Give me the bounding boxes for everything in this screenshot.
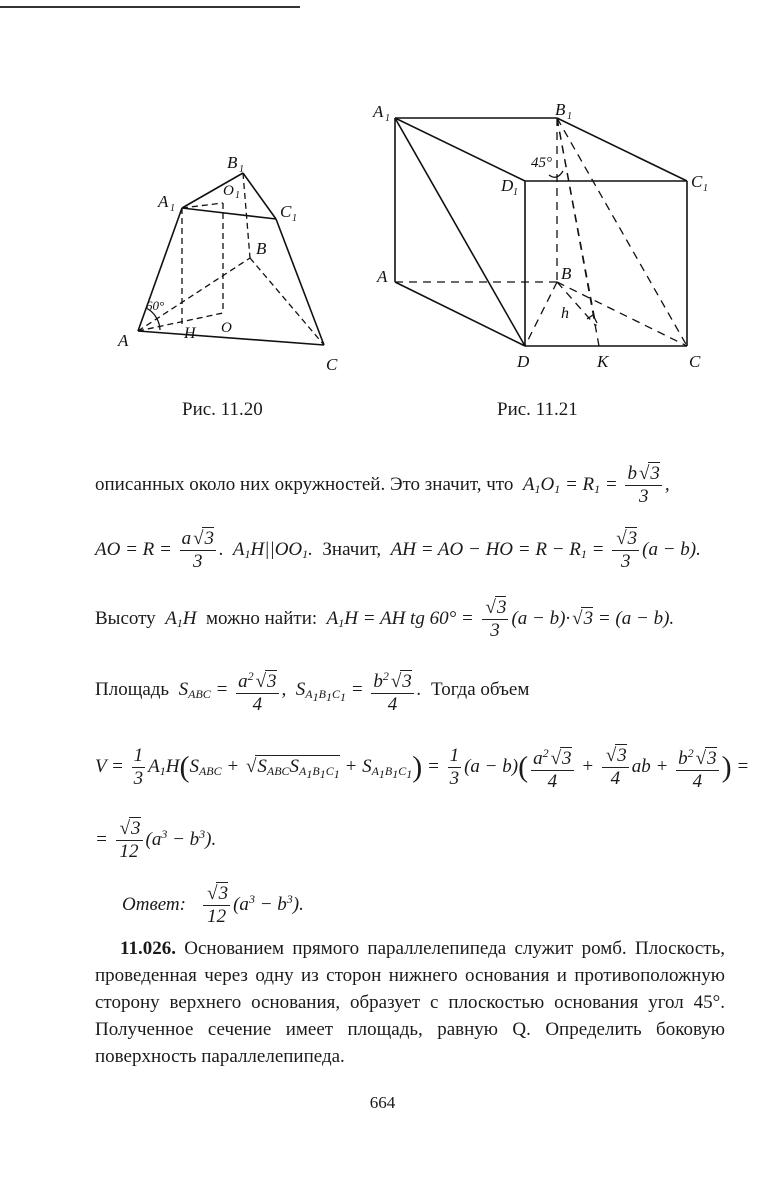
label-K: K	[597, 352, 609, 371]
angle-45: 45°	[531, 155, 552, 171]
label-h: h	[561, 305, 569, 322]
label-D1-sub: 1	[513, 187, 518, 198]
label-C1-sub: 1	[292, 213, 297, 224]
line2-text: Значит,	[322, 538, 382, 560]
formula-ao: AO = R = $\frac{a√ 3}{3}$ . $A_1H||OO_1$.	[95, 539, 318, 560]
label-A1-sub: 1	[170, 203, 175, 214]
label-A1: A	[158, 192, 169, 211]
line3-text-b: можно найти:	[206, 607, 318, 629]
solution-line-5	[95, 742, 749, 793]
formula-areas: $S_{ABC}$ = $\frac{a^2√ 3}{4}$ , $S_{A_1B_1C_1}$ = $\frac{b^2√ 3}{4}$ .	[174, 679, 426, 700]
formula-a1h: $A_1H$ = AH tg 60° = √ $\frac{3}{3}$ (a − b)·√ 3 = (a − b).	[322, 608, 674, 629]
label-C: C	[689, 352, 701, 371]
label-B1: B	[555, 100, 566, 119]
caption-fig-11-20: Рис. 11.20	[182, 399, 263, 420]
solution-line-2	[95, 528, 701, 573]
line1-text: описанных около них окружностей. Это значит, что	[95, 473, 514, 495]
label-C1: C	[280, 202, 292, 221]
label-B1-sub: 1	[239, 164, 244, 175]
answer-line	[122, 883, 304, 928]
label-A: A	[118, 331, 129, 350]
answer-label: Ответ:	[122, 893, 186, 915]
label-B1: B	[227, 153, 238, 172]
page-number: 664	[369, 1093, 396, 1112]
label-C1: C	[691, 172, 703, 191]
label-D: D	[517, 352, 530, 371]
label-B1-sub: 1	[567, 111, 572, 122]
solution-line-4	[95, 665, 529, 716]
caption-fig-11-21: Рис. 11.21	[497, 399, 578, 420]
solution-line-6	[95, 818, 216, 863]
label-O1: O	[223, 183, 234, 199]
label-C1-sub: 1	[703, 183, 708, 194]
figure-11-20	[110, 150, 350, 385]
label-B: B	[256, 239, 267, 258]
label-C: C	[326, 355, 338, 374]
line4-text-a: Площадь	[95, 678, 170, 700]
problem-number: 11.026.	[120, 938, 176, 959]
problem-text: Основанием прямого параллелепипеда служит ромб. Плоскость, проведенная через одну из сторон нижнего основания и противоположную сторону верхнего основания, образует с плоскостью основания угол 45°. Полученное сечение имеет площадь, равную Q. Определить боковую поверхность параллелепипеда.	[95, 938, 725, 1067]
label-O1-sub: 1	[235, 190, 240, 201]
formula-result: = √ $\frac{3}{12}$ $(a^3 - b^3)$.	[95, 829, 216, 850]
answer-formula: √ $\frac{3}{12}$ $(a^3 - b^3)$.	[191, 894, 304, 915]
figure-11-21	[365, 95, 725, 385]
label-H: H	[184, 325, 196, 342]
problem-11-026	[95, 935, 725, 1070]
label-D1: D	[501, 176, 514, 195]
label-A1: A	[373, 102, 384, 121]
line3-text-a: Высоту	[95, 607, 156, 629]
line4-text-b: Тогда объем	[431, 678, 530, 700]
solution-line-3: Высоту $A_1H$ можно найти: $A_1H$ = AH tg 60° = √ $\frac{3}{3}$ (a − b)·√ 3 = (a − b).	[95, 597, 674, 642]
label-A: A	[377, 267, 388, 286]
solution-line-1	[95, 463, 670, 508]
formula-a1o1: $A_1O_1 = R_1$ = $\frac{b√ 3}{3}$ ,	[518, 474, 670, 495]
formula-volume: V = $\frac{1}{3}$ $A_1H(S_{ABC}$ + √ $S_{ABC}S_{A_1B_1C_1} + S_{A_1B_1C_1}$) = $\frac{1}{3}$ (a − b)( $\frac{a^2√ 3}{4}$ + √ $\frac{3}{4}$ ab + $\frac{b^2√ 3}{4}$ ) =	[95, 756, 749, 777]
formula-ah: AH = AO − HO = $R - R_1$ = √ $\frac{3}{3}$ (a − b).	[386, 539, 701, 560]
label-O: O	[221, 320, 232, 336]
label-B: B	[561, 264, 572, 283]
label-A1-sub: 1	[385, 113, 390, 124]
angle-60: 60°	[146, 298, 165, 313]
top-rule	[0, 6, 300, 8]
